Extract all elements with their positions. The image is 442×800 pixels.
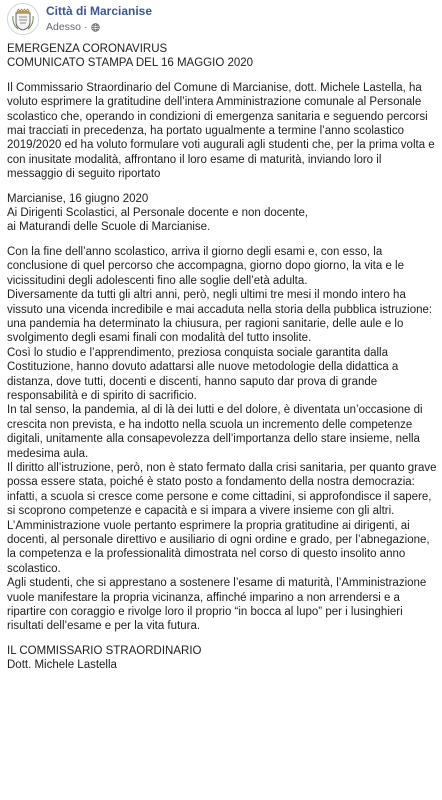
post-paragraph: In tal senso, la pandemia, al di là dei lutti e del dolore, è diventata un’occasione di crescita non prevista, e ha indotto nella scuola un incremento delle competenze digitali, unitamente alla consapevolezza dell’importanza dello stare insieme, nella medesima aula. <box>7 404 423 460</box>
signature-name: Dott. Michele Lastella <box>7 659 117 672</box>
post-paragraph: L’Amministrazione vuole pertanto esprimere la propria gratitudine ai dirigenti, ai docenti, al personale direttivo e ausiliario di ogni ordine e grado, per l’abnegazione, la competenza e la professionalità dimostrata nel corso di questo insolito anno scolastico. <box>7 519 430 575</box>
letter-recipients: ai Maturandi delle Scuole di Marcianise. <box>7 221 211 234</box>
signature-title: IL COMMISSARIO STRAORDINARIO <box>7 644 202 657</box>
page-name-link[interactable]: Città di Marcianise <box>46 4 153 18</box>
post-paragraph: Con la fine dell’anno scolastico, arriva il giorno degli esami e, con esso, la conclusione di quel percorso che accompagna, giorno dopo giorno, la vita e le vicissitudini degli adolescenti fino alle soglie dell’età adulta. <box>7 245 405 287</box>
post-paragraph: Agli studenti, che si apprestano a sostenere l’esame di maturità, l’Amministrazione vuole manifestare la propria vicinanza, affinché imparino a non arrendersi e a ripartire con coraggio e rivolge loro il proprio “in bocca al lupo” per i lusinghieri risultati dell’esame e per la vita futura. <box>7 577 427 633</box>
meta-separator: · <box>84 21 88 33</box>
letter-recipients: Ai Dirigenti Scolastici, al Personale docente e non docente, <box>7 207 309 220</box>
post-header <box>0 0 442 40</box>
post-body <box>7 42 439 673</box>
post-title: COMUNICATO STAMPA DEL 16 MAGGIO 2020 <box>7 57 254 70</box>
city-crest-icon <box>8 4 38 34</box>
globe-icon[interactable] <box>91 23 100 32</box>
page-avatar[interactable] <box>7 3 39 35</box>
post-paragraph: Così lo studio e l’apprendimento, preziosa conquista sociale garantita dalla Costituzione, hanno dovuto adattarsi alle nuove metodologie della didattica a distanza, dove tutti, docenti e discenti, hanno saputo dar prova di grande responsabilità e di spirito di sacrificio. <box>7 346 399 402</box>
post-paragraph: Il Commissario Straordinario del Comune di Marcianise, dott. Michele Lastella, ha voluto esprimere la gratitudine dell’intera Amministrazione comunale al Personale scolastico che, operando in condizioni di emergenza sanitaria e seguendo percorsi mai tracciati in precedenza, ha portato ugualmente a termine l’anno scolastico 2019/2020 ed ha voluto formulare voti augurali agli studenti che, per la prima volta e con inusitate modalità, affrontano il loro esame di maturità, inviando loro il messaggio di seguito riportato <box>7 81 435 181</box>
post-paragraph: Diversamente da tutti gli altri anni, però, negli ultimi tre mesi il mondo intero ha vissuto una vicenda incredibile e mai accaduta nella storia della pubblica istruzione: una pandemia ha determinato la chiusura, per ragioni sanitarie, delle aule e lo svolgimento degli esami finali con modalità del tutto insolite. <box>7 289 433 345</box>
letter-date: Marcianise, 16 giugno 2020 <box>7 192 149 205</box>
post-meta <box>46 21 100 33</box>
post-time[interactable]: Adesso <box>46 21 82 33</box>
post-title: EMERGENZA CORONAVIRUS <box>7 43 168 55</box>
post-paragraph: Il diritto all’istruzione, però, non è stato fermato dalla crisi sanitaria, per quanto grave possa essere stata, poiché è stato posto a fondamento della nostra democrazia: infatti, a scuola si cresce come persone e come cittadini, si approfondisce il sapere, si scoprono competenze e capacità e si impara a vivere insieme con gli altri. <box>7 461 437 518</box>
